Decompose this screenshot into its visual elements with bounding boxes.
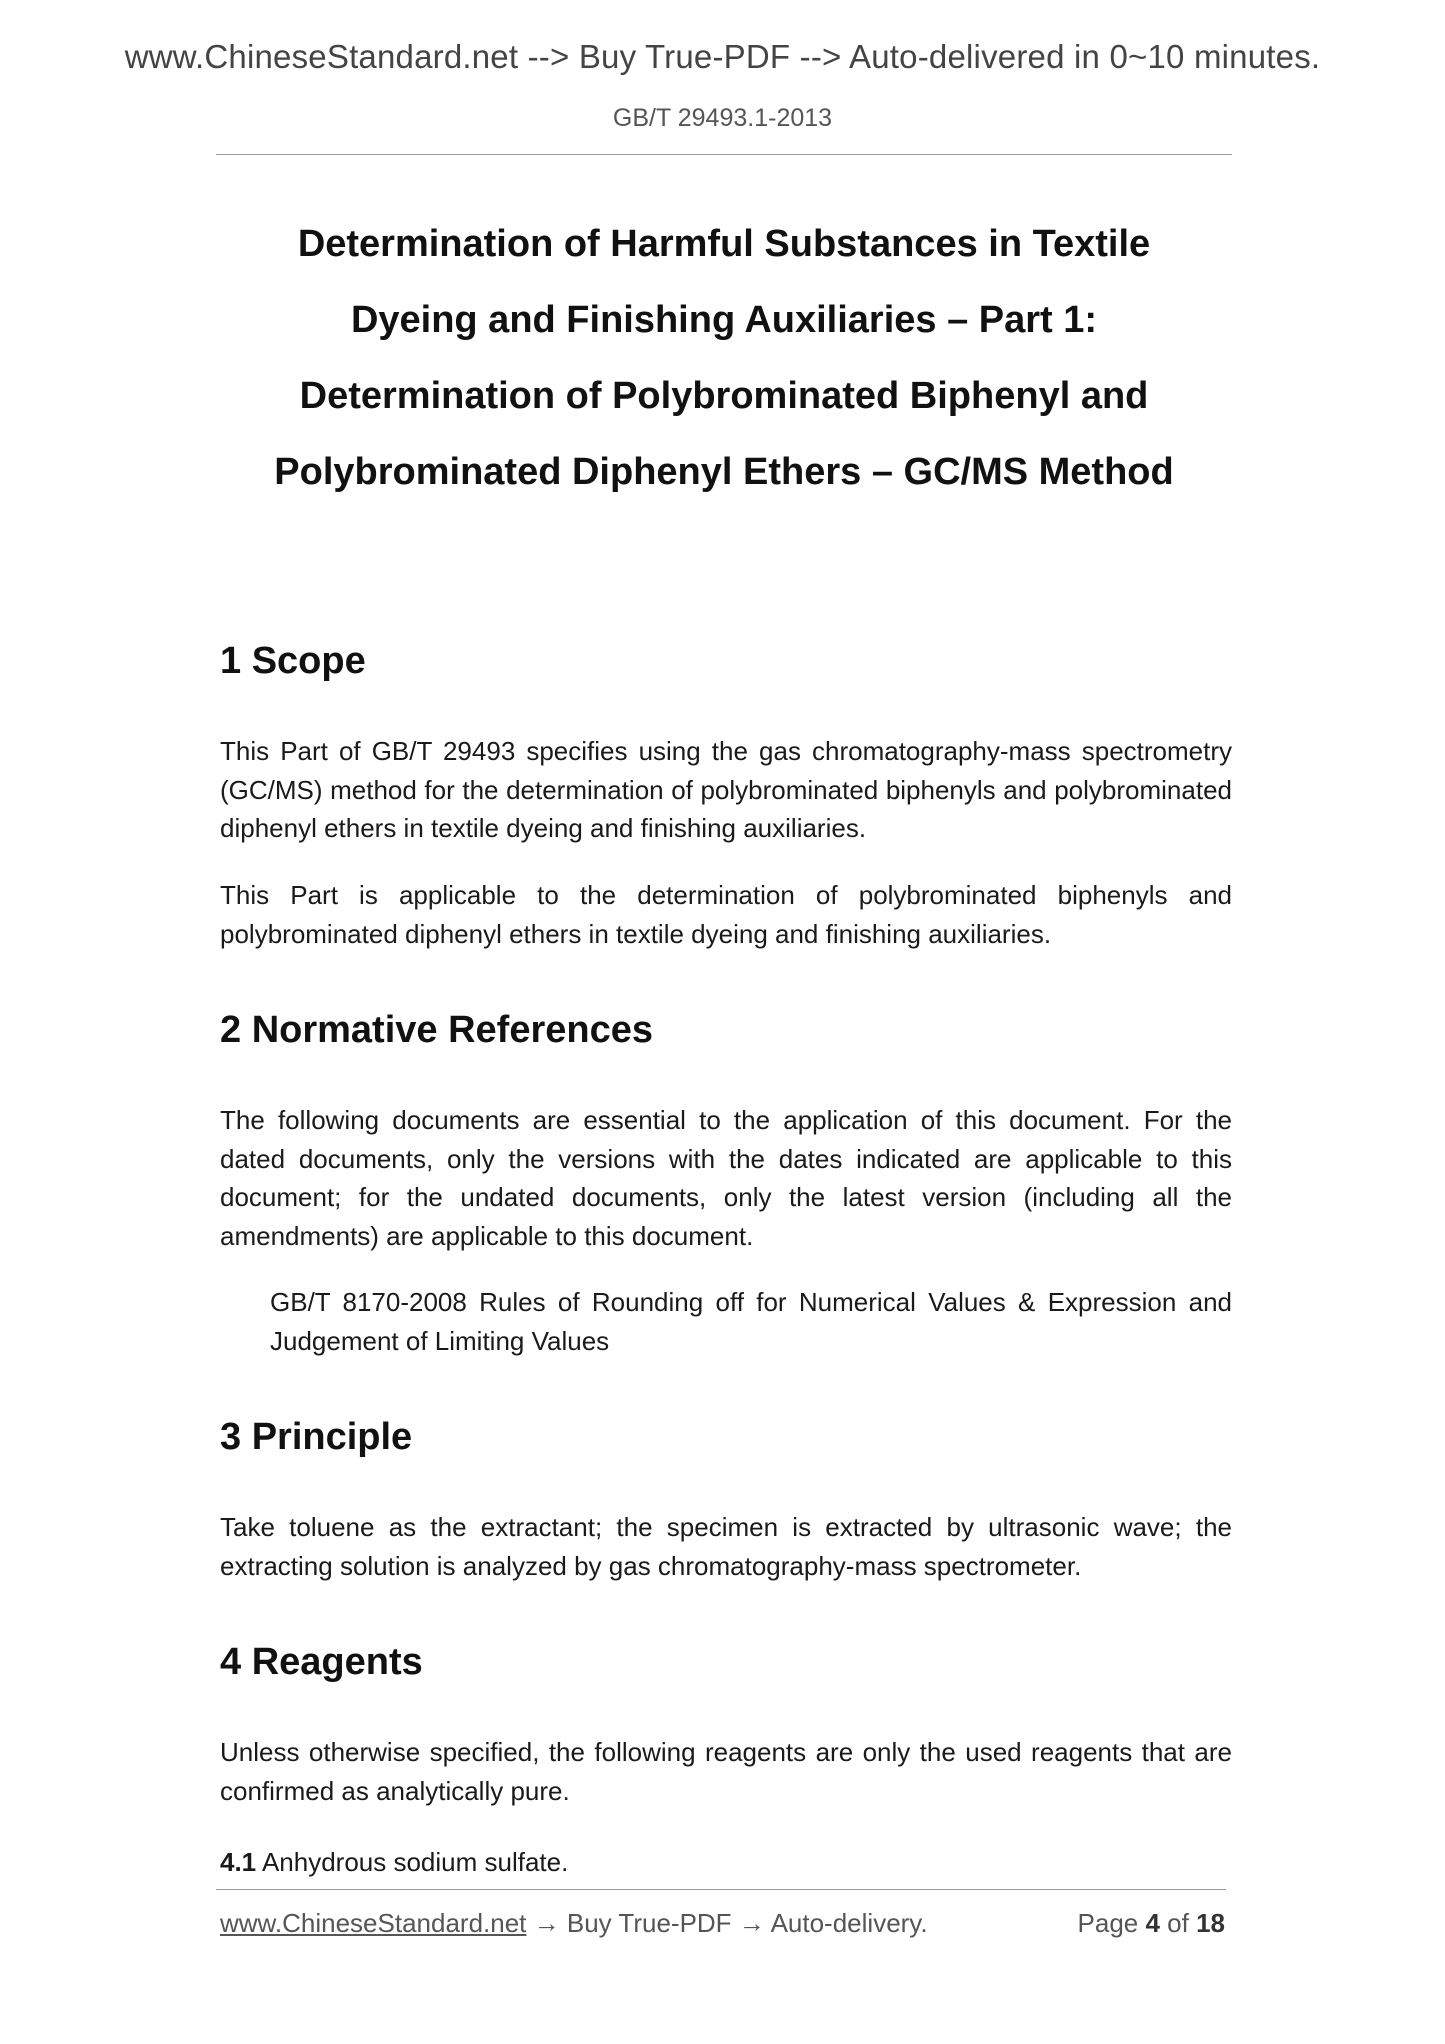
footer-promo — [220, 1908, 928, 1939]
page-total: 18 — [1196, 1908, 1225, 1938]
page-indicator — [1078, 1908, 1225, 1939]
heading-scope: 1 Scope — [220, 640, 366, 682]
title-line-1: Determination of Harmful Substances in Textile — [297, 223, 1151, 265]
title-line-3: Determination of Polybrominated Biphenyl and — [299, 375, 1149, 417]
reagent-item-4-1 — [220, 1843, 1232, 1882]
page-label: Page — [1077, 1908, 1146, 1938]
footer-promo-text: → Buy True-PDF → Auto-delivery. — [526, 1908, 928, 1938]
title-line-4: Polybrominated Diphenyl Ethers – GC/MS Method — [274, 451, 1174, 493]
references-paragraph: The following documents are essential to the application of this document. For the dated documents, only the versions with the dates indicated are applicable to this document; for the undated documents, only the latest version (including all the amendments) are applicable to this document. — [220, 1105, 1232, 1251]
scope-paragraph-2: This Part is applicable to the determination of polybrominated biphenyls and polybrominated diphenyl ethers in textile dyeing and finishing auxiliaries. — [220, 880, 1232, 949]
footer-divider — [216, 1889, 1226, 1890]
heading-reagents: 4 Reagents — [220, 1641, 423, 1683]
heading-normative-references: 2 Normative References — [220, 1009, 653, 1051]
header-divider — [216, 154, 1232, 155]
page-of-label: of — [1159, 1908, 1197, 1938]
reagents-paragraph: Unless otherwise specified, the following reagents are only the used reagents that are confirmed as analytically pure. — [220, 1737, 1232, 1806]
reagent-item-number: 4.1 — [220, 1847, 257, 1877]
document-title — [216, 206, 1232, 510]
title-line-2: Dyeing and Finishing Auxiliaries – Part 1: — [350, 299, 1098, 341]
reagent-item-text: Anhydrous sodium sulfate. — [256, 1847, 569, 1877]
principle-paragraph: Take toluene as the extractant; the specimen is extracted by ultrasonic wave; the extracting solution is analyzed by gas chromatography-mass spectrometer. — [220, 1512, 1232, 1581]
heading-principle: 3 Principle — [220, 1416, 413, 1458]
page-current: 4 — [1145, 1908, 1160, 1938]
scope-paragraph-1: This Part of GB/T 29493 specifies using the gas chromatography-mass spectrometry (GC/MS) method for the determination of polybrominated biphenyls and polybrominated diphenyl ethers in textile dyeing and finishing auxiliaries. — [220, 736, 1232, 843]
top-banner: www.ChineseStandard.net --> Buy True-PDF --> Auto-delivered in 0~10 minutes. — [124, 38, 1321, 75]
reference-item-gbt-8170: GB/T 8170-2008 Rules of Rounding off for Numerical Values & Expression and Judgement of Limiting Values — [270, 1287, 1232, 1356]
footer-site-link[interactable]: www.ChineseStandard.net — [220, 1908, 527, 1938]
standard-number: GB/T 29493.1-2013 — [612, 104, 833, 132]
